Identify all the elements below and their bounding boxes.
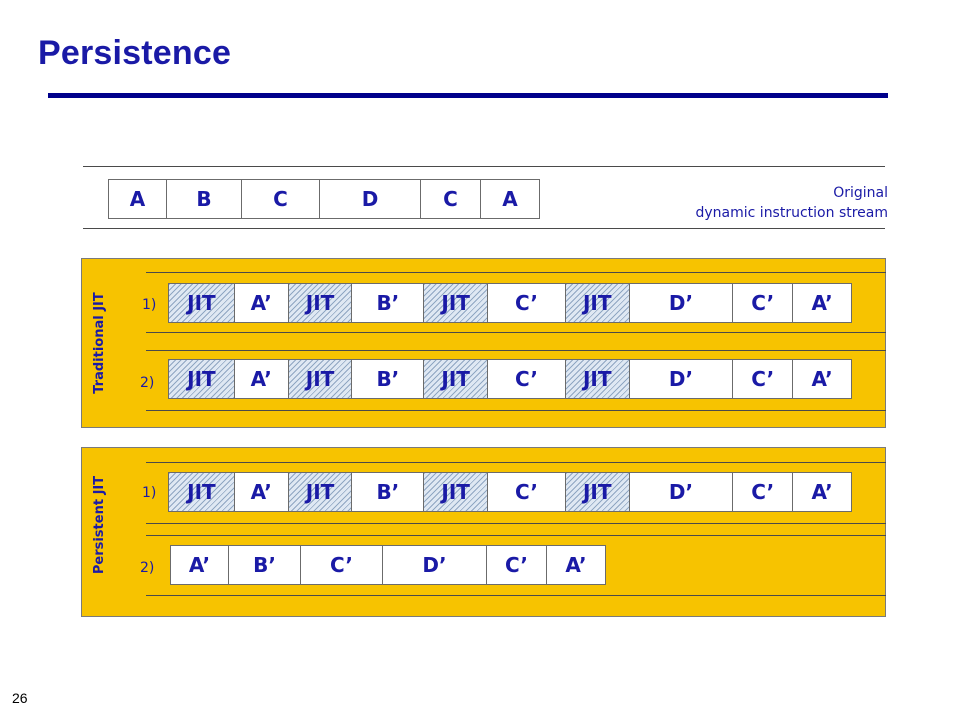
c-prime-cell: C’	[733, 284, 793, 322]
b-prime-cell: B’	[352, 473, 424, 511]
pers-row1-top-line	[146, 462, 886, 463]
original-bottom-line	[83, 228, 885, 229]
page-title: Persistence	[38, 34, 232, 72]
jit-cell: JIT	[289, 473, 353, 511]
title-rule	[48, 93, 888, 98]
caption-line-2: dynamic instruction stream	[695, 205, 888, 221]
jit-cell: JIT	[566, 473, 630, 511]
jit-cell: JIT	[289, 284, 353, 322]
a-prime-cell: A’	[235, 284, 289, 322]
c-prime-cell: C’	[301, 546, 383, 584]
trad-row1-label: 1)	[142, 297, 157, 313]
original-stream	[108, 179, 540, 219]
original-cell-b: B	[167, 180, 242, 218]
original-top-line	[83, 166, 885, 167]
a-prime-cell: A’	[235, 360, 289, 398]
b-prime-cell: B’	[352, 284, 424, 322]
a-prime-cell: A’	[793, 360, 851, 398]
pers-row1-stream	[168, 472, 852, 512]
c-prime-cell: C’	[488, 473, 566, 511]
jit-cell: JIT	[169, 473, 235, 511]
trad-row2-bottom-line	[146, 410, 886, 411]
pers-row1-bottom-line	[146, 523, 886, 524]
jit-cell: JIT	[289, 360, 353, 398]
a-prime-cell: A’	[171, 546, 229, 584]
trad-row1-stream	[168, 283, 852, 323]
pers-row2-label: 2)	[140, 560, 155, 576]
d-prime-cell: D’	[383, 546, 487, 584]
page-number: 26	[12, 690, 28, 706]
a-prime-cell: A’	[793, 473, 851, 511]
b-prime-cell: B’	[352, 360, 424, 398]
c-prime-cell: C’	[487, 546, 547, 584]
c-prime-cell: C’	[733, 473, 793, 511]
original-cell-a2: A	[481, 180, 539, 218]
pers-row2-bottom-line	[146, 595, 886, 596]
d-prime-cell: D’	[630, 360, 734, 398]
trad-row2-label: 2)	[140, 375, 155, 391]
trad-row2-top-line	[146, 350, 886, 351]
pers-row1-label: 1)	[142, 485, 157, 501]
original-stream-caption	[696, 183, 889, 223]
d-prime-cell: D’	[630, 473, 734, 511]
jit-cell: JIT	[566, 360, 630, 398]
pers-row2-top-line	[146, 535, 886, 536]
caption-line-1: Original	[833, 185, 888, 201]
a-prime-cell: A’	[547, 546, 605, 584]
jit-cell: JIT	[169, 284, 235, 322]
original-cell-c2: C	[421, 180, 481, 218]
d-prime-cell: D’	[630, 284, 734, 322]
c-prime-cell: C’	[488, 360, 566, 398]
trad-row2-stream	[168, 359, 852, 399]
c-prime-cell: C’	[488, 284, 566, 322]
original-cell-d: D	[320, 180, 421, 218]
jit-cell: JIT	[169, 360, 235, 398]
original-cell-c: C	[242, 180, 320, 218]
trad-row1-top-line	[146, 272, 886, 273]
traditional-jit-label: Traditional JIT	[92, 292, 107, 394]
trad-row1-bottom-line	[146, 332, 886, 333]
jit-cell: JIT	[424, 360, 488, 398]
a-prime-cell: A’	[793, 284, 851, 322]
persistent-jit-label: Persistent JIT	[92, 475, 107, 575]
original-cell-a: A	[109, 180, 167, 218]
jit-cell: JIT	[424, 473, 488, 511]
jit-cell: JIT	[566, 284, 630, 322]
a-prime-cell: A’	[235, 473, 289, 511]
pers-row2-stream	[170, 545, 606, 585]
b-prime-cell: B’	[229, 546, 301, 584]
c-prime-cell: C’	[733, 360, 793, 398]
jit-cell: JIT	[424, 284, 488, 322]
